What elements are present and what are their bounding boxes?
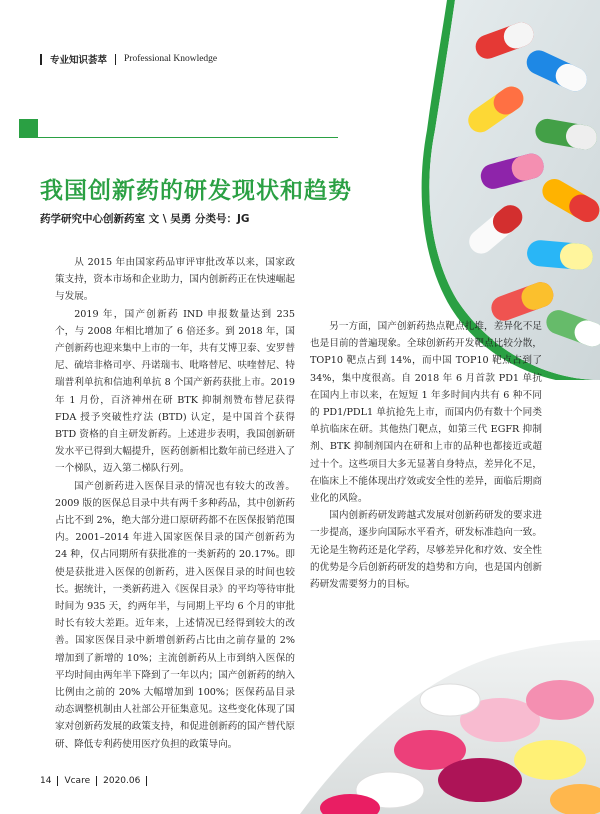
footer-separator	[146, 776, 147, 786]
paragraph: 国产创新药进入医保目录的情况也有较大的改善。2009 版的医保总目录中共有两千多种药品，其中创新药占比不到 2%，绝大部分进口原研药都不在医保报销范围内。2001–2014 年进入国家医保目录的国产创新药为 24 种，仅占同期所有获批准的一类新药的 20.17%。即使是获批进入医保的创新药，进入医保目录的时间也较长。据统计，一类新药进入《医保目录》的平均等待审批时间为 935 天，约两年半，与同期上平均 6 个月的审批时长有较大差距。近年来，上述情况已经得到较大的改善。国家医保目录中新增创新药占比由之前存量的 2% 增加到了新增的 10%；主流创新药从上市到纳入医保的平均时间由两年半下降到了一年以内；国产创新药的纳入比例由之前的 20% 大幅增加到 100%；医保药品目录动态调整机制由人社部公开征集意见。这些变化体现了国家对创新药发展的政策支持，和促进创新药的国产替代原研、降低专利药使用医疗负担的政策导向。	[55, 480, 295, 750]
pills-photo-bottom	[300, 640, 600, 814]
paragraph: 2019 年，国产创新药 IND 申报数量达到 235 个，与 2008 年相比增加了 6 倍还多。到 2018 年，国产创新药也迎来集中上市的一年，共有艾博卫泰、安罗替尼、硫培非格司亭、丹诺瑞韦、吡咯替尼、呋喹替尼、特瑞普利单抗和信迪利单抗 8 个国产新药获批上市。2019 年 1 月份，百济神州在研 BTK 抑制剂赞布替尼获得 FDA 授予突破性疗法 (BTD) 认定，是中国首个获得 BTD 资格的自主研发新药。上述进步表明，我国创新研发水平已得到大幅提升，医药创新相比数年前已经进入了一个梯队，迈入第二梯队行列。	[55, 308, 295, 475]
footer-separator	[57, 776, 58, 786]
section-title-cn: 专业知识荟萃	[50, 55, 108, 66]
running-header	[40, 52, 217, 66]
accent-rule	[38, 137, 338, 138]
article-byline: 药学研究中心创新药室 文 \ 吴勇 分类号：JG	[40, 213, 250, 225]
article-title: 我国创新药的研发现状和趋势	[40, 177, 352, 204]
left-column	[55, 254, 295, 753]
paragraph: 另一方面，国产创新药热点靶点扎堆，差异化不足也是目前的普遍现象。全球创新药开发靶点比较分散，TOP10 靶点占到 14%，而中国 TOP10 靶点占到了 34%，集中度很高。自 2018 年 6 月首款 PD1 单抗在国内上市以来，在短短 1 年多时间内共有 6 种不同的 PD1/PDL1 单抗抢先上市，而国内仍有数十个同类单抗临床在研。其他热门靶点，如第三代 EGFR 抑制剂、BTK 抑制剂国内在研和上市的品种也都接近或超过十个。这些项目大多无显著自身特点，差异化不足，在临床上不能体现出疗效或安全性的差异，面临后期商业化的风险。	[310, 321, 542, 505]
page-footer	[40, 776, 153, 786]
paragraph: 从 2015 年由国家药品审评审批改革以来，国家政策支持，资本市场和企业助力，国内创新药正在快速崛起与发展。	[55, 257, 295, 303]
page-number: 14	[40, 776, 52, 786]
section-title-en: Professional Knowledge	[124, 54, 218, 64]
footer-separator	[96, 776, 97, 786]
magazine-name: Vcare	[64, 776, 91, 786]
header-separator	[115, 54, 116, 65]
paragraph: 国内创新药研发跨越式发展对创新药研发的要求进一步提高，逐步向国际水平看齐，研发标准趋向一致。无论是生物药还是化学药，尽够差异化和疗效、安全性的优势是今后创新药研发的趋势和方向，也是国内创新药研发需要努力的目标。	[310, 510, 542, 591]
accent-square	[19, 119, 38, 138]
right-column	[310, 318, 542, 593]
header-bar	[40, 54, 42, 65]
issue-date: 2020.06	[103, 776, 141, 786]
